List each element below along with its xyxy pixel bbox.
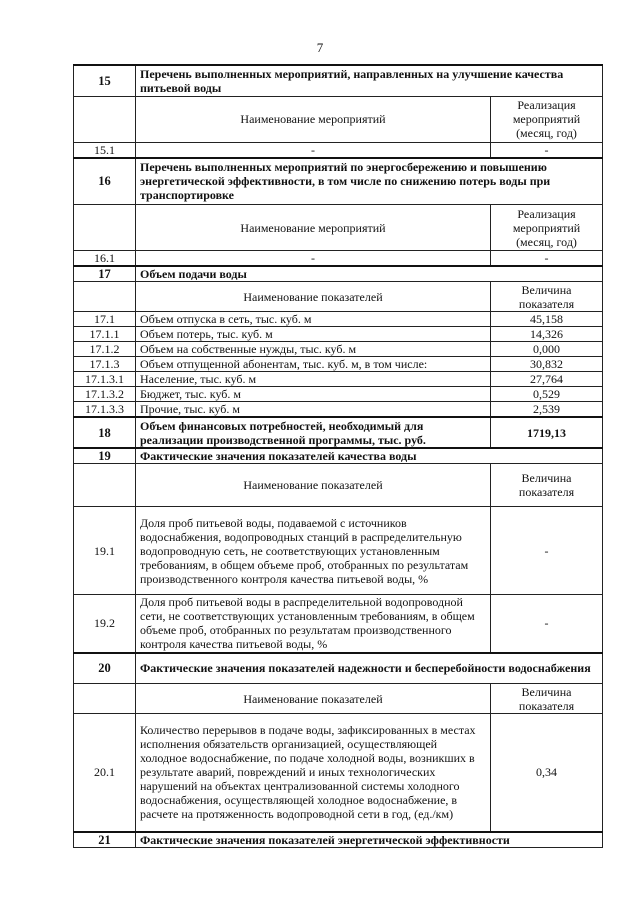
section-number: 15 (74, 65, 136, 96)
column-header-name: Наименование показателей (136, 464, 491, 507)
section-title: Объем подачи воды (136, 266, 603, 282)
row-number: 17.1.3.1 (74, 372, 136, 387)
section-row-20 (74, 653, 603, 684)
row-value: 45,158 (491, 312, 603, 327)
table-row (74, 507, 603, 595)
table-row (74, 402, 603, 418)
row-name: Бюджет, тыс. куб. м (136, 387, 491, 402)
row-value: 14,326 (491, 327, 603, 342)
row-value: 2,539 (491, 402, 603, 418)
section-number: 17 (74, 266, 136, 282)
row-number: 16.1 (74, 251, 136, 267)
table-row (74, 251, 603, 267)
section-row-15 (74, 65, 603, 96)
row-name: Объем потерь, тыс. куб. м (136, 327, 491, 342)
row-name: - (136, 142, 491, 158)
table-row (74, 387, 603, 402)
section-number: 21 (74, 832, 136, 848)
row-name: Объем отпуска в сеть, тыс. куб. м (136, 312, 491, 327)
row-number: 19.1 (74, 507, 136, 595)
section-title: Фактические значения показателей надежности и бесперебойности водоснабжения (136, 653, 603, 684)
table-row (74, 357, 603, 372)
row-number: 17.1.3.2 (74, 387, 136, 402)
header-row (74, 684, 603, 714)
column-header-name: Наименование показателей (136, 282, 491, 312)
section-title: Перечень выполненных мероприятий, направленных на улучшение качества питьевой воды (136, 65, 603, 96)
row-number: 17.1.1 (74, 327, 136, 342)
row-value: 0,529 (491, 387, 603, 402)
row-value: 27,764 (491, 372, 603, 387)
section-number: 20 (74, 653, 136, 684)
row-number: 17.1 (74, 312, 136, 327)
column-header-name: Наименование мероприятий (136, 205, 491, 251)
row-value: 0,34 (491, 714, 603, 832)
table-row (74, 714, 603, 832)
page-number: 7 (316, 40, 324, 55)
row-value: 0,000 (491, 342, 603, 357)
column-header-value: Реализация мероприятий (месяц, год) (491, 205, 603, 251)
row-name: Доля проб питьевой воды, подаваемой с источников водоснабжения, водопроводных станций в распределительную водопроводную сеть, не соответствующих установленным требованиям, в общем объеме проб, отобранных по результатам производственного контроля качества питьевой воды, % (136, 507, 491, 595)
section-value: 1719,13 (491, 417, 603, 448)
section-row-17 (74, 266, 603, 282)
section-row-19 (74, 448, 603, 464)
row-number: 17.1.2 (74, 342, 136, 357)
row-value: - (491, 142, 603, 158)
row-number: 19.2 (74, 595, 136, 653)
section-number: 16 (74, 158, 136, 205)
section-title: Фактические значения показателей качества воды (136, 448, 603, 464)
row-name: Население, тыс. куб. м (136, 372, 491, 387)
row-name: Количество перерывов в подаче воды, зафиксированных в местах исполнения обязательств организацией, осуществляющей холодное водоснабжение, по подаче холодной воды, возникших в результате аварий, повреждений и иных технологических нарушений на объектах централизованной системы холодного водоснабжения, осуществляющей холодное водоснабжение, в расчете на протяженность водопроводной сети в год, (ед./км) (136, 714, 491, 832)
column-header-value: Реализация мероприятий (месяц, год) (491, 96, 603, 142)
row-value: - (491, 507, 603, 595)
header-row (74, 282, 603, 312)
row-name: Объем на собственные нужды, тыс. куб. м (136, 342, 491, 357)
production-program-table (73, 64, 603, 848)
section-title: Фактические значения показателей энергетической эффективности (136, 832, 603, 848)
table-row (74, 342, 603, 357)
table-row (74, 312, 603, 327)
column-header-value: Величина показателя (491, 282, 603, 312)
row-value: - (491, 595, 603, 653)
row-value: 30,832 (491, 357, 603, 372)
row-name: Объем отпущенной абонентам, тыс. куб. м, в том числе: (136, 357, 491, 372)
section-row-18 (74, 417, 603, 448)
row-value: - (491, 251, 603, 267)
table-row (74, 372, 603, 387)
column-header-name: Наименование показателей (136, 684, 491, 714)
section-title: Объем финансовых потребностей, необходимый для реализации производственной программы, тыс. руб. (136, 417, 491, 448)
row-name: Прочие, тыс. куб. м (136, 402, 491, 418)
header-row (74, 205, 603, 251)
column-header-name: Наименование мероприятий (136, 96, 491, 142)
section-row-16 (74, 158, 603, 205)
row-number: 17.1.3 (74, 357, 136, 372)
section-title: Перечень выполненных мероприятий по энергосбережению и повышению энергетической эффективности, в том числе по снижению потерь воды при транспортировке (136, 158, 603, 205)
column-header-value: Величина показателя (491, 464, 603, 507)
row-name: - (136, 251, 491, 267)
table-row (74, 142, 603, 158)
section-number: 18 (74, 417, 136, 448)
row-number: 15.1 (74, 142, 136, 158)
table-row (74, 595, 603, 653)
section-number: 19 (74, 448, 136, 464)
header-row (74, 96, 603, 142)
row-number: 20.1 (74, 714, 136, 832)
header-row (74, 464, 603, 507)
section-row-21 (74, 832, 603, 848)
row-name: Доля проб питьевой воды в распределительной водопроводной сети, не соответствующих установленным требованиям, в общем объеме проб, отобранных по результатам производственного контроля качества питьевой воды, % (136, 595, 491, 653)
column-header-value: Величина показателя (491, 684, 603, 714)
table-row (74, 327, 603, 342)
row-number: 17.1.3.3 (74, 402, 136, 418)
